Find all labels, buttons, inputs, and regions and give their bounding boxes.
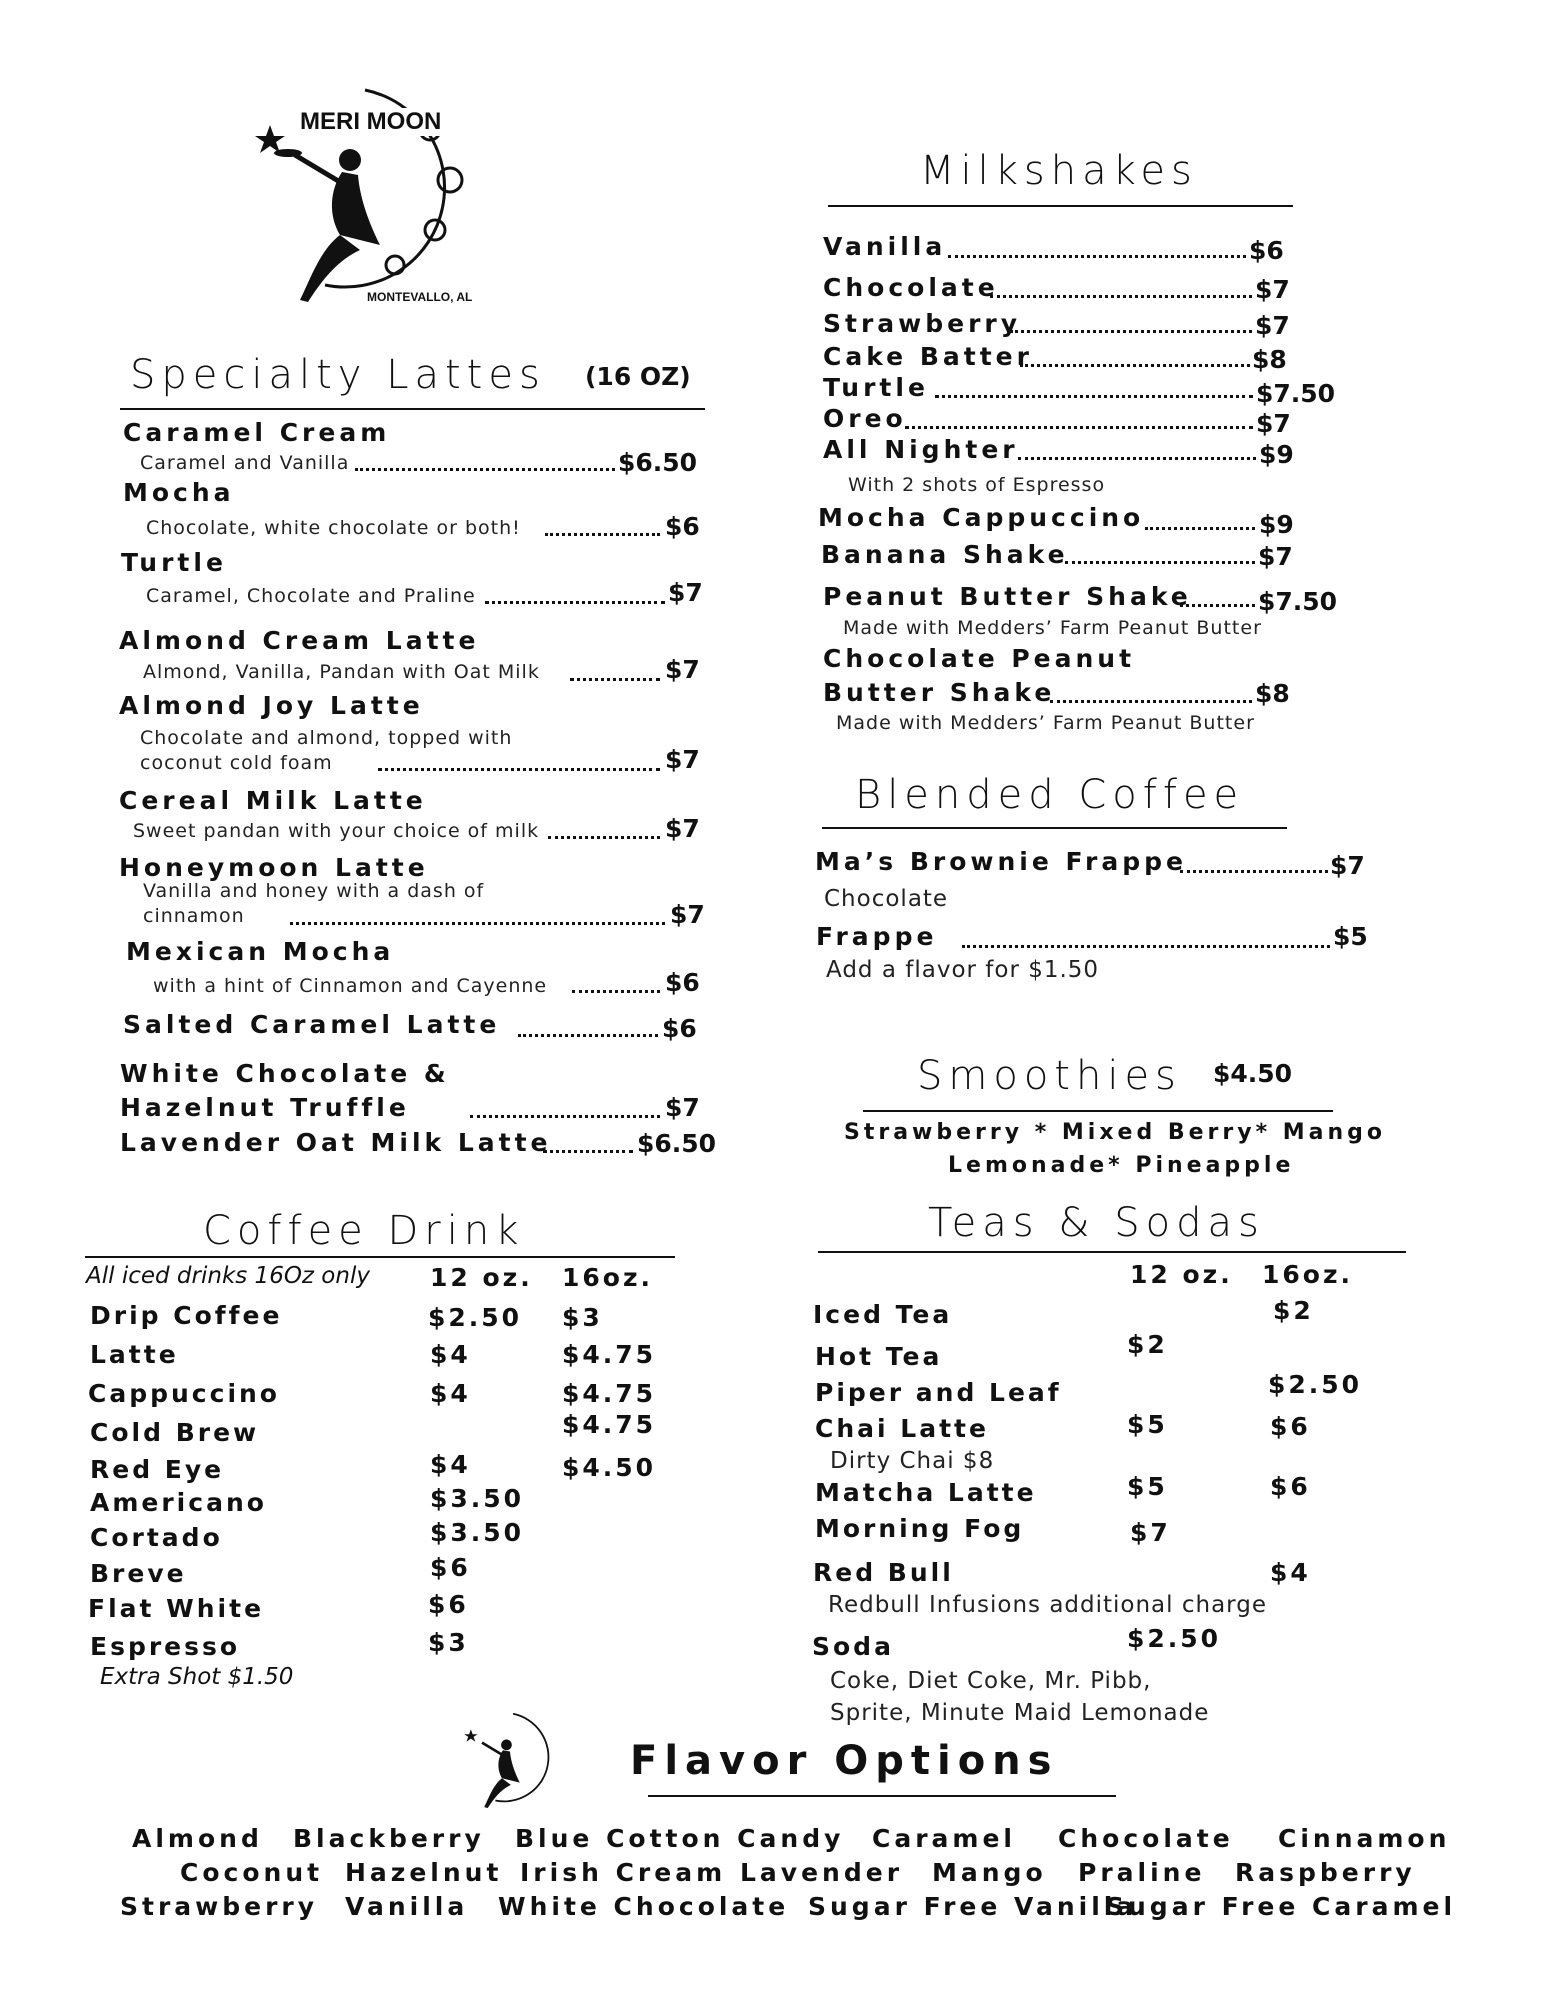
teas-row-name: Matcha Latte	[815, 1478, 1037, 1507]
shake-name: Vanilla	[823, 232, 947, 261]
flavor-item: Raspberry	[1235, 1858, 1416, 1887]
coffee-row-name: Red Eye	[90, 1455, 225, 1484]
shake-name: Banana Shake	[821, 540, 1069, 569]
teas-col-16: 16oz.	[1262, 1260, 1354, 1289]
shake-price: $9	[1259, 440, 1294, 469]
shake-price: $7.50	[1258, 587, 1338, 616]
latte-desc: Vanilla and honey with a dash of	[143, 880, 485, 902]
shake-name: Oreo	[823, 404, 907, 433]
coffee-row-p12: $3	[428, 1628, 469, 1657]
latte-name: Turtle	[121, 548, 227, 577]
latte-desc: Sweet pandan with your choice of milk	[133, 820, 540, 842]
latte-name: Mocha	[123, 478, 235, 507]
teas-row-name: Morning Fog	[815, 1514, 1025, 1543]
teas-row-p12: $5	[1127, 1472, 1168, 1501]
flavor-item: Irish Cream	[520, 1858, 727, 1887]
latte-name: White Chocolate &	[120, 1059, 450, 1088]
teas-row-p16: $2.50	[1268, 1370, 1363, 1399]
shake-price: $7.50	[1256, 379, 1336, 408]
blended-title: Blended Coffee	[855, 772, 1245, 818]
dirty-chai: Dirty Chai $8	[830, 1448, 995, 1474]
teas-row-name: Soda	[812, 1632, 894, 1661]
flavors-rule	[648, 1795, 1116, 1797]
latte-price: $6.50	[618, 448, 698, 477]
flavor-item: Hazelnut	[345, 1858, 503, 1887]
shake-price: $7	[1256, 409, 1291, 438]
crescent-moon-icon	[462, 1696, 582, 1816]
teas-row-name: Iced Tea	[813, 1300, 953, 1329]
latte-price: $6	[662, 1014, 697, 1043]
teas-rule	[818, 1251, 1406, 1253]
latte-desc: Caramel and Vanilla	[140, 452, 350, 474]
flavor-item: Sugar Free Vanilla	[808, 1892, 1138, 1921]
shake-name: Turtle	[823, 373, 929, 402]
coffee-row-name: Cortado	[90, 1523, 223, 1552]
coffee-row-name: Breve	[90, 1559, 187, 1588]
coffee-row-p16: $4.75	[562, 1340, 657, 1369]
crescent-moon-icon	[250, 50, 520, 320]
star-icon	[255, 125, 285, 153]
shake-name: Mocha Cappuccino	[818, 503, 1145, 532]
shake-name: Butter Shake	[823, 678, 1056, 707]
flavor-item: Vanilla	[345, 1892, 469, 1921]
flavor-item: Lavender	[740, 1858, 904, 1887]
flavors-title: Flavor Options	[630, 1738, 1059, 1784]
star-icon	[464, 1729, 477, 1741]
soda-list: Coke, Diet Coke, Mr. Pibb,	[830, 1668, 1152, 1694]
latte-price: $7	[665, 1093, 700, 1122]
specialty-size: (16 OZ)	[585, 362, 691, 391]
teas-row-p12: $2.50	[1127, 1624, 1222, 1653]
teas-row-name: Chai Latte	[815, 1414, 989, 1443]
coffee-row-p12: $3.50	[430, 1484, 525, 1513]
blended-pre: Chocolate	[824, 886, 949, 912]
teas-title: Teas & Sodas	[928, 1200, 1265, 1246]
teas-row-p16: $2	[1273, 1296, 1314, 1325]
latte-name: Cereal Milk Latte	[119, 786, 427, 815]
flavor-item: Sugar Free Caramel	[1106, 1892, 1457, 1921]
shake-price: $7	[1258, 542, 1293, 571]
flavor-item: Praline	[1078, 1858, 1206, 1887]
latte-price: $6.50	[637, 1129, 717, 1158]
flavor-item: Blue Cotton Candy	[515, 1824, 845, 1853]
latte-price: $6	[665, 512, 700, 541]
blended-price: $5	[1333, 922, 1368, 951]
coffee-row-name: Latte	[90, 1340, 179, 1369]
teas-row-p12: $7	[1130, 1518, 1171, 1547]
flavor-item: Caramel	[872, 1824, 1016, 1853]
smoothies-price: $4.50	[1213, 1059, 1293, 1088]
specialty-rule	[120, 408, 705, 410]
shake-desc: With 2 shots of Espresso	[848, 474, 1106, 496]
smoothies-line1: Strawberry * Mixed Berry* Mango	[844, 1120, 1387, 1145]
smoothies-line2: Lemonade* Pineapple	[948, 1153, 1295, 1178]
flavor-item: Strawberry	[120, 1892, 319, 1921]
blended-name: Ma’s Brownie Frappe	[815, 847, 1187, 876]
latte-name: Honeymoon Latte	[119, 853, 429, 882]
latte-price: $6	[665, 968, 700, 997]
shake-price: $7	[1255, 275, 1290, 304]
coffee-row-p16: $3	[562, 1303, 603, 1332]
flavor-item: Cinnamon	[1278, 1824, 1451, 1853]
coffee-row-p12: $4	[430, 1450, 471, 1479]
specialty-title: Specialty Lattes	[130, 352, 546, 398]
coffee-col-16: 16oz.	[562, 1263, 654, 1292]
shake-price: $6	[1249, 236, 1284, 265]
teas-row-name: Red Bull	[813, 1558, 954, 1587]
flavor-item: Chocolate	[1058, 1824, 1234, 1853]
latte-name: Caramel Cream	[123, 418, 391, 447]
flavor-item: Almond	[132, 1824, 263, 1853]
flavor-item: Mango	[932, 1858, 1047, 1887]
latte-desc: Chocolate and almond, topped with	[140, 727, 513, 749]
coffee-row-name: Flat White	[88, 1594, 265, 1623]
coffee-rule	[85, 1256, 675, 1258]
coffee-row-name: Americano	[90, 1488, 267, 1517]
coffee-row-p12: $6	[430, 1553, 471, 1582]
coffee-row-name: Drip Coffee	[90, 1301, 283, 1330]
teas-row-name: Piper and Leaf	[815, 1378, 1062, 1407]
flavor-item: White Chocolate	[498, 1892, 790, 1921]
coffee-row-name: Espresso	[90, 1632, 241, 1661]
coffee-row-p12: $3.50	[430, 1518, 525, 1547]
latte-desc: coconut cold foam	[140, 752, 333, 774]
coffee-row-name: Cold Brew	[90, 1418, 260, 1447]
latte-name: Mexican Mocha	[126, 937, 395, 966]
teas-col-12: 12 oz.	[1130, 1260, 1233, 1289]
coffee-row-p12: $2.50	[428, 1303, 523, 1332]
milkshakes-title: Milkshakes	[920, 148, 1198, 194]
shake-name: Strawberry	[823, 309, 1022, 338]
blended-rule	[822, 827, 1287, 829]
shake-name: Peanut Butter Shake	[823, 582, 1192, 611]
smoothies-title: Smoothies	[917, 1053, 1182, 1099]
teas-row-p16: $6	[1270, 1472, 1311, 1501]
flavor-item: Blackberry	[293, 1824, 485, 1853]
coffee-row-p12: $4	[430, 1340, 471, 1369]
teas-row-p12: $5	[1127, 1410, 1168, 1439]
logo-location: MONTEVALLO, AL	[367, 290, 473, 304]
shake-name: All Nighter	[823, 435, 1019, 464]
teas-row-name: Hot Tea	[815, 1342, 943, 1371]
blended-price: $7	[1330, 851, 1365, 880]
latte-name: Hazelnut Truffle	[120, 1093, 410, 1122]
shake-desc: Made with Medders’ Farm Peanut Butter	[836, 712, 1255, 734]
shake-name: Chocolate Peanut	[823, 644, 1136, 673]
coffee-row-name: Cappuccino	[88, 1379, 280, 1408]
coffee-extra: Extra Shot $1.50	[100, 1664, 294, 1690]
latte-desc: with a hint of Cinnamon and Cayenne	[153, 975, 548, 997]
latte-price: $7	[665, 745, 700, 774]
latte-name: Almond Cream Latte	[119, 626, 480, 655]
coffee-row-p16: $4.50	[562, 1453, 657, 1482]
soda-list: Sprite, Minute Maid Lemonade	[830, 1700, 1210, 1726]
teas-row-p16: $6	[1270, 1412, 1311, 1441]
shake-desc: Made with Medders’ Farm Peanut Butter	[843, 617, 1262, 639]
shake-name: Cake Batter	[823, 342, 1033, 371]
latte-price: $7	[668, 578, 703, 607]
latte-desc: Almond, Vanilla, Pandan with Oat Milk	[143, 661, 540, 683]
latte-price: $7	[670, 900, 705, 929]
teas-row-p16: $4	[1270, 1558, 1311, 1587]
shake-price: $7	[1255, 311, 1290, 340]
shake-name: Chocolate	[823, 273, 999, 302]
coffee-row-p12: $6	[428, 1590, 469, 1619]
logo-brand: MERI MOON	[300, 108, 442, 135]
flavor-item: Coconut	[180, 1858, 324, 1887]
logo	[250, 50, 520, 320]
blended-name: Frappe	[816, 922, 938, 951]
coffee-title: Coffee Drink	[203, 1208, 525, 1254]
latte-desc: Caramel, Chocolate and Praline	[146, 585, 476, 607]
latte-price: $7	[665, 655, 700, 684]
redbull-note: Redbull Infusions additional charge	[828, 1592, 1267, 1618]
coffee-note: All iced drinks 16Oz only	[86, 1263, 370, 1289]
coffee-row-p16: $4.75	[562, 1379, 657, 1408]
latte-desc: cinnamon	[143, 905, 245, 927]
shake-price: $8	[1252, 345, 1287, 374]
blended-desc: Add a flavor for $1.50	[826, 957, 1100, 983]
latte-name: Almond Joy Latte	[119, 691, 424, 720]
latte-desc: Chocolate, white chocolate or both!	[146, 517, 521, 539]
latte-name: Salted Caramel Latte	[123, 1010, 501, 1039]
latte-name: Lavender Oat Milk Latte	[120, 1128, 552, 1157]
shake-price: $9	[1259, 510, 1294, 539]
coffee-col-12: 12 oz.	[430, 1263, 533, 1292]
latte-price: $7	[665, 814, 700, 843]
milkshakes-rule	[828, 205, 1293, 207]
smoothies-rule	[863, 1110, 1333, 1112]
coffee-row-p16: $4.75	[562, 1410, 657, 1439]
teas-row-p12: $2	[1127, 1330, 1168, 1359]
coffee-row-p12: $4	[430, 1379, 471, 1408]
shake-price: $8	[1255, 679, 1290, 708]
logo-small	[462, 1696, 582, 1816]
